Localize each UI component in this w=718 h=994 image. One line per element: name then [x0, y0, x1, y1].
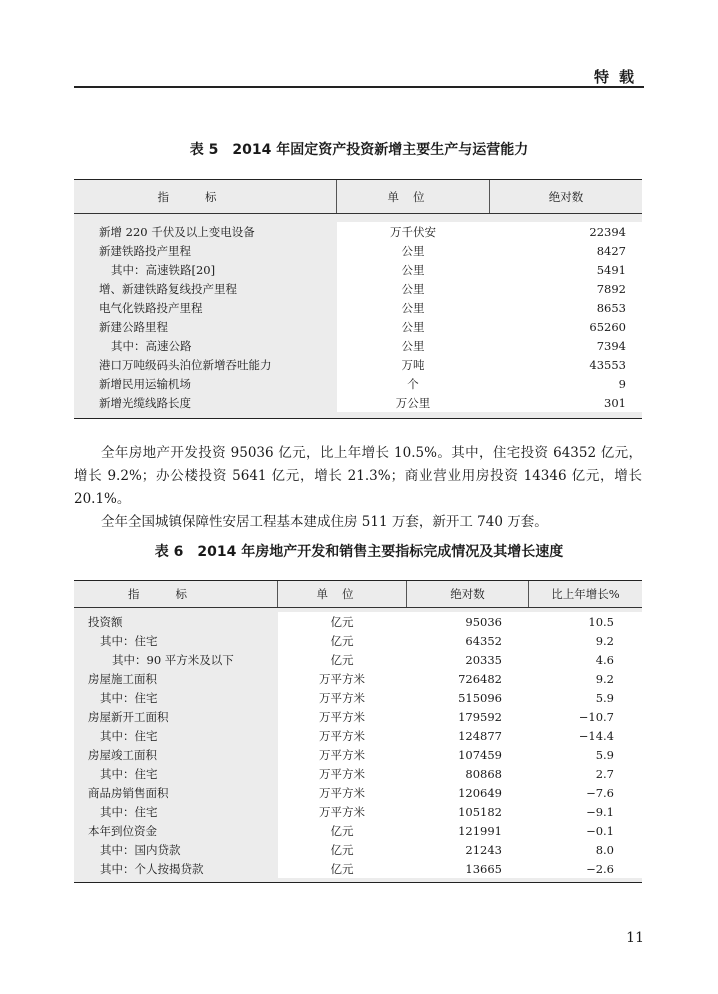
row-growth: −14.4: [528, 726, 642, 745]
row-value: 120649: [406, 783, 528, 802]
row-unit: 公里: [337, 336, 489, 355]
page-number: 11: [626, 930, 644, 946]
table-row: [74, 688, 642, 707]
row-growth: −2.6: [528, 859, 642, 878]
table-row: [74, 745, 642, 764]
table2-col-value: 绝对数: [407, 581, 529, 607]
row-growth: 5.9: [528, 745, 642, 764]
table1-body: [74, 214, 642, 419]
row-unit: 万平方米: [278, 764, 406, 783]
row-unit: 个: [337, 374, 489, 393]
row-indicator-text: 其中：国内贷款: [100, 842, 181, 857]
row-value: 107459: [406, 745, 528, 764]
row-indicator: [74, 709, 278, 725]
row-growth: −0.1: [528, 821, 642, 840]
row-value: 301: [489, 393, 642, 412]
row-value: 7892: [489, 279, 642, 298]
table2-title: [74, 541, 644, 561]
row-indicator-text: 港口万吨级码头泊位新增吞吐能力: [99, 357, 272, 372]
row-indicator: [74, 690, 278, 706]
row-indicator-text: 其中：住宅: [100, 690, 158, 705]
row-value: 22394: [489, 222, 642, 241]
row-value: 8653: [489, 298, 642, 317]
row-value: 8427: [489, 241, 642, 260]
table-row: [74, 764, 642, 783]
row-unit: 公里: [337, 260, 489, 279]
row-indicator-text: 本年到位资金: [88, 823, 157, 838]
table-row: [74, 783, 642, 802]
table-row: [74, 631, 642, 650]
table-row: [74, 298, 642, 317]
row-indicator-text: 房屋竣工面积: [88, 747, 157, 762]
row-unit: 公里: [337, 317, 489, 336]
row-value: 95036: [406, 612, 528, 631]
row-indicator-text: 其中：住宅: [100, 804, 158, 819]
row-indicator: [74, 338, 337, 354]
table-row: [74, 260, 642, 279]
body-text: [74, 442, 642, 534]
table-row: [74, 393, 642, 412]
row-value: 105182: [406, 802, 528, 821]
table-row: [74, 650, 642, 669]
table-row: [74, 222, 642, 241]
table2-col-unit: 单位: [278, 581, 407, 607]
row-unit: 公里: [337, 298, 489, 317]
row-indicator-text: 新建公路里程: [99, 319, 168, 334]
row-value: 64352: [406, 631, 528, 650]
row-indicator-text: 增、新建铁路复线投产里程: [99, 281, 237, 296]
table1-title: [74, 139, 644, 159]
row-value: 21243: [406, 840, 528, 859]
table1-number: 表 5: [189, 142, 219, 158]
row-indicator-text: 房屋施工面积: [88, 671, 157, 686]
row-indicator: [74, 243, 337, 259]
table-row: [74, 279, 642, 298]
row-growth: −7.6: [528, 783, 642, 802]
table-row: [74, 317, 642, 336]
row-indicator: [74, 804, 278, 820]
row-indicator-text: 其中：住宅: [100, 766, 158, 781]
row-indicator-text: 房屋新开工面积: [88, 709, 169, 724]
table-row: [74, 336, 642, 355]
row-indicator: [74, 357, 337, 373]
table1-col-unit: 单位: [337, 180, 490, 213]
row-indicator: [74, 614, 278, 630]
row-unit: 亿元: [278, 650, 406, 669]
row-unit: 万平方米: [278, 669, 406, 688]
row-indicator-text: 其中：住宅: [100, 633, 158, 648]
row-unit: 万平方米: [278, 745, 406, 764]
row-indicator-text: 其中：90 平方米及以下: [112, 652, 234, 667]
row-unit: 万平方米: [278, 707, 406, 726]
row-indicator-text: 商品房销售面积: [88, 785, 169, 800]
row-growth: −9.1: [528, 802, 642, 821]
row-indicator: [74, 395, 337, 411]
row-indicator-text: 投资额: [88, 614, 123, 629]
row-value: 20335: [406, 650, 528, 669]
row-unit: 亿元: [278, 821, 406, 840]
row-indicator: [74, 300, 337, 316]
row-growth: 4.6: [528, 650, 642, 669]
row-value: 65260: [489, 317, 642, 336]
row-indicator: [74, 842, 278, 858]
row-indicator: [74, 766, 278, 782]
row-indicator: [74, 376, 337, 392]
row-indicator: [74, 728, 278, 744]
row-unit: 公里: [337, 241, 489, 260]
row-indicator-text: 其中：高速公路: [111, 338, 192, 353]
row-indicator-text: 新增 220 千伏及以上变电设备: [99, 224, 255, 239]
row-indicator: [74, 262, 337, 278]
row-indicator-text: 新增光缆线路长度: [99, 395, 191, 410]
row-indicator-text: 其中：高速铁路[20]: [111, 262, 216, 277]
paragraph: 全年全国城镇保障性安居工程基本建成住房 511 万套，新开工 740 万套。: [101, 514, 548, 530]
paragraph: 全年房地产开发投资 95036 亿元，比上年增长 10.5%。其中，住宅投资 64352 亿元，增长 9.2%；办公楼投资 5641 亿元，增长 21.3%；商业营业用房投资 14346 亿元，增长 20.1%。: [74, 445, 642, 507]
row-unit: 万平方米: [278, 726, 406, 745]
section-header: 特载: [593, 68, 644, 86]
table2-number: 表 6: [154, 544, 184, 560]
row-value: 13665: [406, 859, 528, 878]
table-row: [74, 707, 642, 726]
table-row: [74, 374, 642, 393]
table2: [74, 580, 642, 883]
row-indicator: [74, 633, 278, 649]
row-value: 179592: [406, 707, 528, 726]
row-indicator-text: 电气化铁路投产里程: [99, 300, 203, 315]
row-indicator-text: 新增民用运输机场: [99, 376, 191, 391]
row-value: 726482: [406, 669, 528, 688]
row-unit: 万千伏安: [337, 222, 489, 241]
row-indicator: [74, 281, 337, 297]
header-rule: [74, 86, 644, 88]
row-value: 515096: [406, 688, 528, 707]
row-indicator: [74, 747, 278, 763]
table-row: [74, 669, 642, 688]
row-unit: 亿元: [278, 859, 406, 878]
row-indicator-text: 其中：住宅: [100, 728, 158, 743]
row-growth: 5.9: [528, 688, 642, 707]
table-row: [74, 859, 642, 878]
table-row: [74, 241, 642, 260]
table1-header: [74, 179, 642, 214]
row-indicator-text: 新建铁路投产里程: [99, 243, 191, 258]
row-indicator: [74, 319, 337, 335]
table-row: [74, 355, 642, 374]
row-unit: 亿元: [278, 612, 406, 631]
row-growth: −10.7: [528, 707, 642, 726]
table1-col-value: 绝对数: [490, 180, 642, 213]
table1-title-text: 2014 年固定资产投资新增主要生产与运营能力: [232, 142, 529, 158]
row-unit: 亿元: [278, 840, 406, 859]
row-indicator: [74, 823, 278, 839]
table2-col-growth: 比上年增长%: [529, 581, 642, 607]
table1: [74, 179, 642, 419]
table2-col-indicator: 指标: [74, 581, 278, 607]
row-indicator-text: 其中：个人按揭贷款: [100, 861, 204, 876]
row-unit: 万公里: [337, 393, 489, 412]
row-value: 5491: [489, 260, 642, 279]
table-row: [74, 612, 642, 631]
row-unit: 公里: [337, 279, 489, 298]
table-row: [74, 840, 642, 859]
table-row: [74, 821, 642, 840]
row-unit: 万平方米: [278, 802, 406, 821]
row-growth: 2.7: [528, 764, 642, 783]
row-indicator: [74, 224, 337, 240]
row-value: 80868: [406, 764, 528, 783]
row-growth: 10.5: [528, 612, 642, 631]
row-value: 121991: [406, 821, 528, 840]
row-indicator: [74, 861, 278, 877]
table-row: [74, 802, 642, 821]
table2-body: [74, 608, 642, 883]
table2-title-text: 2014 年房地产开发和销售主要指标完成情况及其增长速度: [197, 544, 564, 560]
row-indicator: [74, 671, 278, 687]
row-growth: 8.0: [528, 840, 642, 859]
row-value: 7394: [489, 336, 642, 355]
row-unit: 亿元: [278, 631, 406, 650]
table1-col-indicator: 指标: [74, 180, 337, 213]
table-row: [74, 726, 642, 745]
row-unit: 万平方米: [278, 688, 406, 707]
row-indicator: [74, 652, 278, 668]
row-indicator: [74, 785, 278, 801]
row-value: 9: [489, 374, 642, 393]
row-unit: 万吨: [337, 355, 489, 374]
row-unit: 万平方米: [278, 783, 406, 802]
table2-header: [74, 580, 642, 608]
row-growth: 9.2: [528, 631, 642, 650]
row-growth: 9.2: [528, 669, 642, 688]
row-value: 43553: [489, 355, 642, 374]
row-value: 124877: [406, 726, 528, 745]
